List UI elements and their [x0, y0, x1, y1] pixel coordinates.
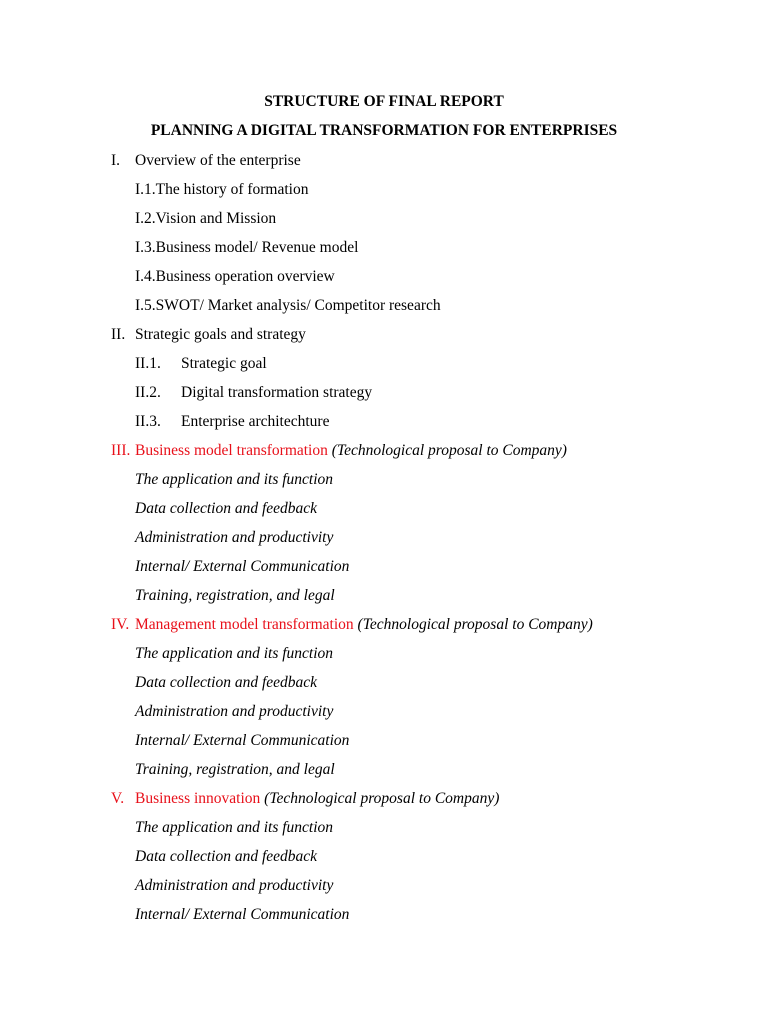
- section-note: (Technological proposal to Company): [331, 442, 567, 459]
- item-number: II.1.: [135, 355, 161, 372]
- section-title: Strategic goals and strategy: [135, 326, 306, 343]
- list-item: Administration and productivity: [135, 703, 334, 720]
- section-title: Business innovation: [135, 790, 261, 807]
- list-item: Data collection and feedback: [135, 500, 318, 517]
- document-subtitle: PLANNING A DIGITAL TRANSFORMATION FOR ENTERPRISES: [150, 122, 618, 139]
- item-label: Digital transformation strategy: [181, 384, 373, 401]
- list-item: Data collection and feedback: [135, 674, 318, 691]
- list-item: The application and its function: [135, 819, 334, 836]
- list-item: Data collection and feedback: [135, 848, 318, 865]
- section-number: IV.: [111, 616, 130, 633]
- section-number: II.: [111, 326, 126, 343]
- section-number: V.: [111, 790, 125, 807]
- section-note: (Technological proposal to Company): [264, 790, 500, 807]
- list-item: Training, registration, and legal: [135, 587, 335, 604]
- section-title: Business model transformation: [135, 442, 328, 459]
- list-item: Administration and productivity: [135, 529, 334, 546]
- list-item: The application and its function: [135, 645, 334, 662]
- list-item: I.3.Business model/ Revenue model: [135, 239, 359, 256]
- item-label: Enterprise architechture: [181, 413, 330, 430]
- section-note: (Technological proposal to Company): [357, 616, 593, 633]
- item-number: II.2.: [135, 384, 161, 401]
- document-title: STRUCTURE OF FINAL REPORT: [264, 93, 504, 110]
- item-label: Strategic goal: [181, 355, 267, 372]
- section-title: Overview of the enterprise: [135, 152, 301, 169]
- list-item: Administration and productivity: [135, 877, 334, 894]
- list-item: Internal/ External Communication: [135, 906, 350, 923]
- list-item: Internal/ External Communication: [135, 732, 350, 749]
- list-item: I.4.Business operation overview: [135, 268, 335, 285]
- list-item: I.2.Vision and Mission: [135, 210, 277, 227]
- section-number: III.: [111, 442, 131, 459]
- list-item: The application and its function: [135, 471, 334, 488]
- item-number: II.3.: [135, 413, 161, 430]
- section-title: Management model transformation: [135, 616, 354, 633]
- list-item: I.1.The history of formation: [135, 181, 309, 198]
- list-item: Internal/ External Communication: [135, 558, 350, 575]
- list-item: I.5.SWOT/ Market analysis/ Competitor research: [135, 297, 441, 314]
- list-item: Training, registration, and legal: [135, 761, 335, 778]
- section-number: I.: [111, 152, 121, 169]
